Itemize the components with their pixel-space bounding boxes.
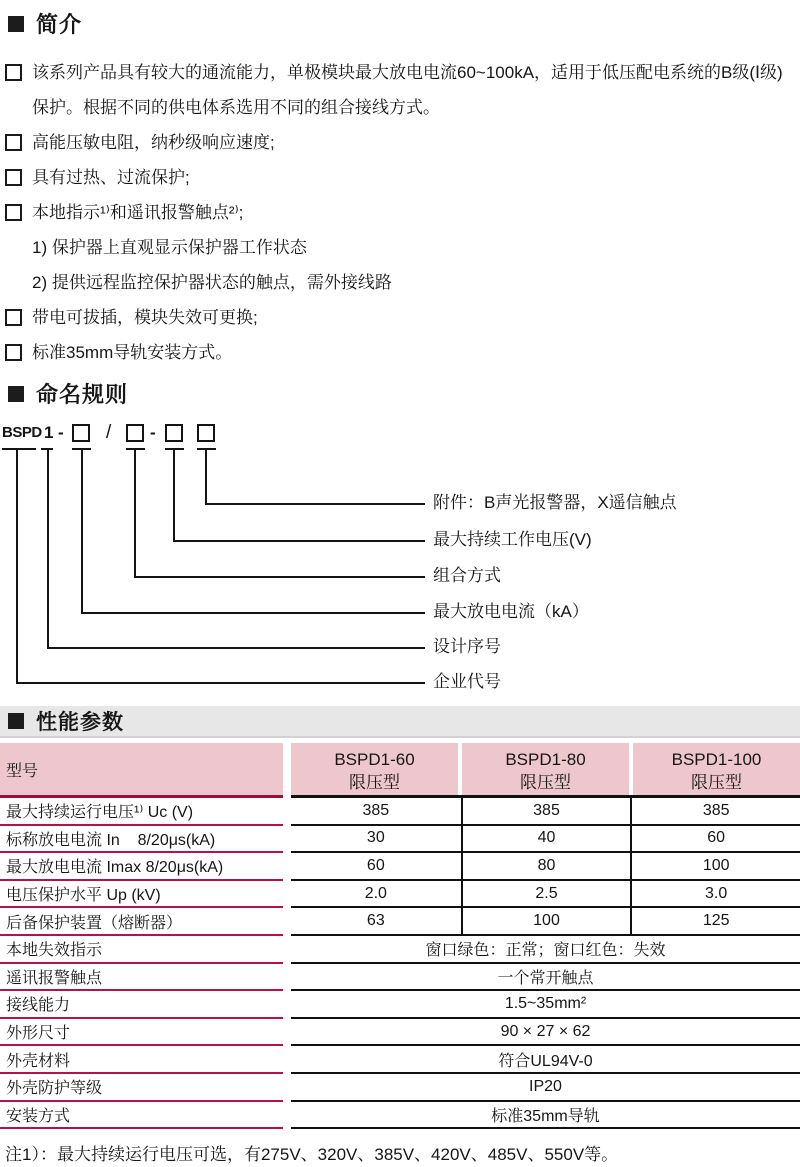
cell-value: 2.5	[461, 881, 631, 909]
cell-value: 90 × 27 × 62	[291, 1019, 800, 1047]
list-item	[0, 160, 800, 195]
cell-value: 80	[461, 853, 631, 881]
connector-line	[134, 450, 136, 578]
list-item	[0, 335, 800, 370]
row-label: 外形尺寸	[0, 1019, 283, 1047]
connector-line	[173, 450, 175, 542]
cell-value: 一个常开触点	[291, 964, 800, 992]
list-item-text: 本地指示¹⁾和遥讯报警触点²⁾;	[32, 203, 244, 222]
tick-line	[2, 448, 36, 450]
row-label: 最大持续运行电压¹⁾ Uc (V)	[0, 798, 283, 826]
checkbox-bullet-icon	[5, 344, 22, 361]
naming-diagram	[0, 420, 800, 706]
connector-line	[205, 450, 207, 505]
table-corner-cell: 型号	[0, 743, 283, 798]
cell-value: 30	[291, 826, 461, 854]
intro-heading	[8, 8, 800, 39]
list-item	[0, 125, 800, 160]
list-item-text: 具有过热、过流保护;	[32, 168, 190, 187]
code-design-no: 1	[44, 423, 54, 442]
code-placeholder-box	[72, 424, 90, 442]
checkbox-bullet-icon	[5, 64, 22, 81]
checkbox-bullet-icon	[5, 134, 22, 151]
list-item-text: 2) 提供远程监控保护器状态的触点，需外接线路	[32, 273, 392, 292]
row-label: 后备保护装置（熔断器）	[0, 908, 283, 936]
list-item-text: 带电可拔插，模块失效可更换;	[32, 308, 258, 327]
table-column-header	[291, 743, 458, 795]
checkbox-bullet-icon	[5, 204, 22, 221]
cell-value: 60	[291, 853, 461, 881]
table-column-header	[633, 743, 800, 795]
model-name: BSPD1-60	[334, 750, 415, 769]
table-row	[0, 798, 800, 826]
connector-line	[16, 450, 18, 684]
naming-heading	[8, 378, 128, 409]
cell-value: 2.0	[291, 881, 461, 909]
connector-line	[81, 612, 425, 614]
cell-value: 1.5~35mm²	[291, 991, 800, 1019]
cell-value: IP20	[291, 1074, 800, 1102]
model-type: 限压型	[520, 773, 571, 792]
list-item	[0, 55, 800, 125]
footnote: 注1）：最大持续运行电压可选，有275V、320V、385V、420V、485V、550V等。	[5, 1145, 619, 1164]
table-row	[0, 991, 800, 1019]
cell-value: 100	[630, 853, 800, 881]
list-item-text: 该系列产品具有较大的通流能力，单极模块最大放电电流60~100kA，适用于低压配电系统的B级(Ⅰ级)保护。根据不同的供电体系选用不同的组合接线方式。	[32, 63, 783, 117]
table-row	[0, 964, 800, 992]
intro-section	[0, 6, 800, 370]
list-subitem	[0, 265, 800, 300]
section-square-icon	[8, 713, 24, 729]
row-label: 接线能力	[0, 991, 283, 1019]
list-item	[0, 195, 800, 230]
cell-value: 100	[461, 908, 631, 936]
cell-value: 标准35mm导轨	[291, 1102, 800, 1130]
row-label: 电压保护水平 Up (kV)	[0, 881, 283, 909]
code-placeholder-box	[197, 424, 215, 442]
connector-line	[16, 682, 425, 684]
code-slash: /	[106, 422, 112, 443]
table-row	[0, 1046, 800, 1074]
specs-heading	[8, 706, 124, 736]
naming-label-current: 最大放电电流（kA）	[433, 602, 589, 621]
cell-value: 385	[461, 798, 631, 826]
table-row	[0, 826, 800, 854]
list-subitem	[0, 230, 800, 265]
cell-value: 385	[291, 798, 461, 826]
table-header-row	[0, 743, 800, 798]
table-row	[0, 881, 800, 909]
model-type: 限压型	[349, 773, 400, 792]
connector-line	[47, 450, 49, 649]
specs-title: 性能参数	[36, 711, 124, 734]
cell-value: 3.0	[630, 881, 800, 909]
table-row	[0, 1074, 800, 1102]
connector-line	[173, 540, 425, 542]
model-type: 限压型	[691, 773, 742, 792]
row-label: 最大放电电流 Imax 8/20μs(kA)	[0, 853, 283, 881]
checkbox-bullet-icon	[5, 169, 22, 186]
specs-title-bar	[0, 706, 800, 738]
naming-label-design-no: 设计序号	[433, 637, 501, 656]
code-placeholder-box	[165, 424, 183, 442]
row-label: 外壳材料	[0, 1046, 283, 1074]
list-item-text: 1) 保护器上直观显示保护器工作状态	[32, 238, 307, 257]
row-label: 外壳防护等级	[0, 1074, 283, 1102]
cell-value: 符合UL94V-0	[291, 1046, 800, 1074]
code-prefix: BSPD	[2, 424, 42, 441]
row-label: 遥讯报警触点	[0, 964, 283, 992]
cell-value: 40	[461, 826, 631, 854]
code-dash: -	[150, 423, 156, 442]
connector-line	[205, 503, 425, 505]
connector-line	[134, 576, 425, 578]
cell-value: 60	[630, 826, 800, 854]
section-square-icon	[8, 386, 24, 402]
naming-label-accessory: 附件：B声光报警器，X遥信触点	[433, 493, 677, 512]
specs-section	[0, 706, 800, 1129]
section-square-icon	[8, 16, 24, 32]
cell-value: 63	[291, 908, 461, 936]
row-label: 标称放电电流 In 8/20μs(kA)	[0, 826, 283, 854]
list-item	[0, 300, 800, 335]
cell-value: 125	[630, 908, 800, 936]
naming-label-combination: 组合方式	[433, 566, 501, 585]
table-column-header	[462, 743, 629, 795]
row-label: 安装方式	[0, 1102, 283, 1130]
table-row	[0, 936, 800, 964]
connector-line	[47, 647, 425, 649]
naming-label-company: 企业代号	[433, 672, 501, 691]
model-name: BSPD1-80	[505, 750, 586, 769]
table-row	[0, 1019, 800, 1047]
table-row	[0, 1102, 800, 1130]
naming-label-voltage: 最大持续工作电压(V)	[433, 530, 592, 549]
row-label: 本地失效指示	[0, 936, 283, 964]
code-dash: -	[58, 423, 64, 442]
table-row	[0, 908, 800, 936]
intro-title: 简介	[36, 12, 83, 37]
connector-line	[81, 450, 83, 614]
cell-value: 385	[630, 798, 800, 826]
checkbox-bullet-icon	[5, 309, 22, 326]
table-row	[0, 853, 800, 881]
naming-title: 命名规则	[36, 382, 129, 407]
code-placeholder-box	[126, 424, 144, 442]
list-item-text: 标准35mm导轨安装方式。	[32, 343, 233, 362]
cell-value: 窗口绿色：正常；窗口红色：失效	[291, 936, 800, 964]
model-name: BSPD1-100	[671, 750, 762, 769]
list-item-text: 高能压敏电阻，纳秒级响应速度;	[32, 133, 275, 152]
